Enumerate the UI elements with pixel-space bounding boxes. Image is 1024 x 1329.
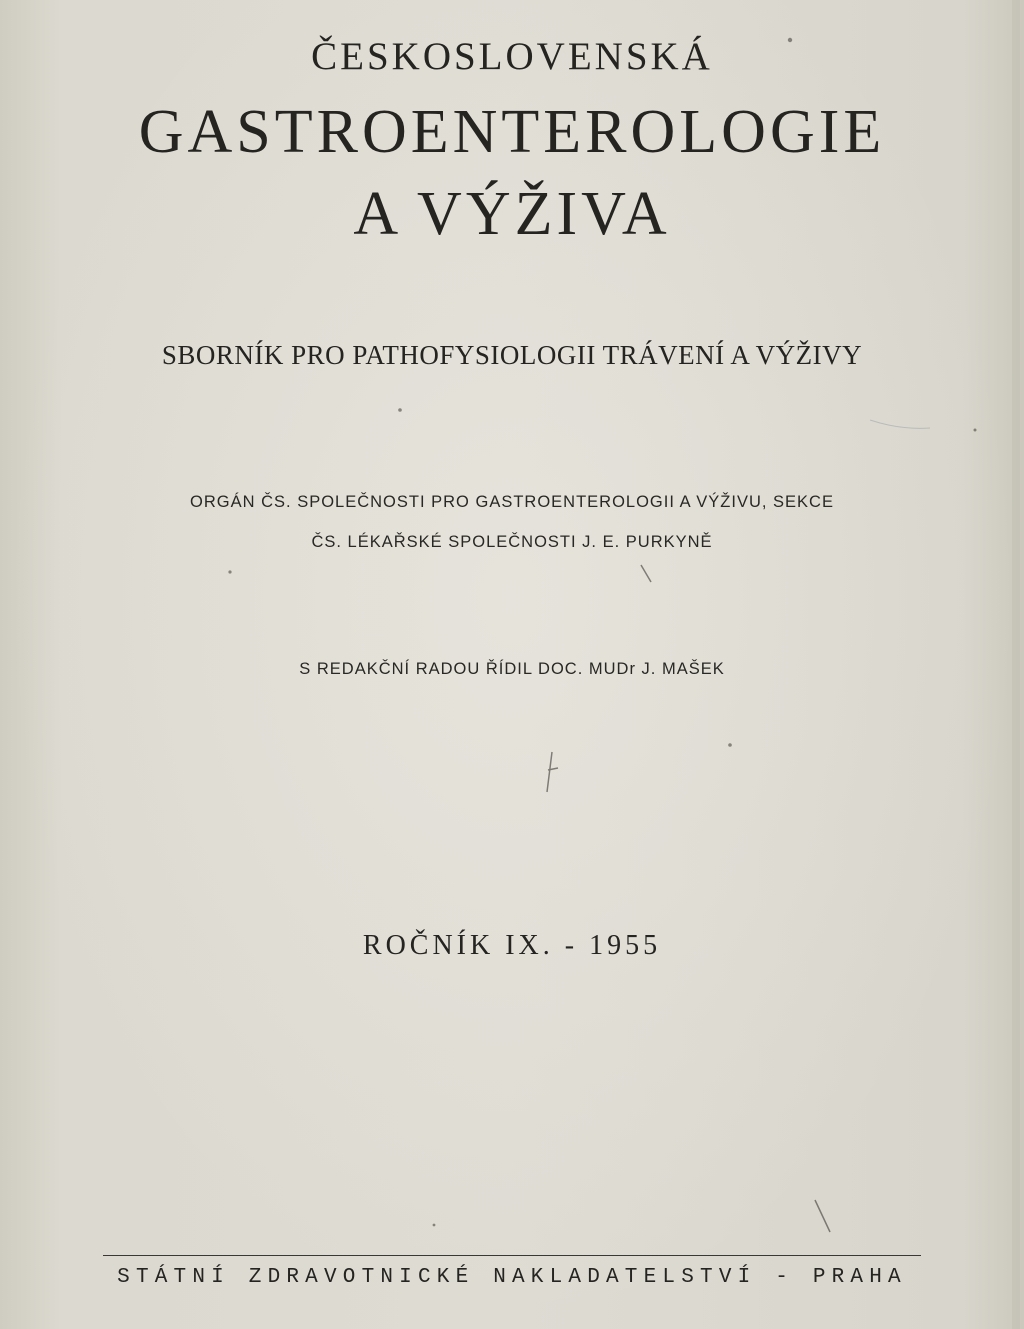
journal-title-line-1: GASTROENTEROLOGIE (138, 98, 886, 166)
organ-statement (0, 482, 1024, 562)
editor-statement: S REDAKČNÍ RADOU ŘÍDIL DOC. MUDr J. MAŠEK (299, 660, 725, 678)
organ-statement-line-1: ORGÁN ČS. SPOLEČNOSTI PRO GASTROENTEROLOGII A VÝŽIVU, SEKCE (190, 493, 834, 511)
volume-year: ROČNÍK IX. - 1955 (362, 930, 662, 961)
journal-subtitle: SBORNÍK PRO PATHOFYSIOLOGII TRÁVENÍ A VÝŽIVY (161, 340, 863, 370)
publisher-divider (103, 1255, 921, 1256)
publisher-imprint: STÁTNÍ ZDRAVOTNICKÉ NAKLADATELSTVÍ - PRAHA (117, 1266, 907, 1289)
organ-statement-line-2: ČS. LÉKAŘSKÉ SPOLEČNOSTI J. E. PURKYNĚ (311, 533, 713, 551)
journal-kicker: ČESKOSLOVENSKÁ (311, 35, 713, 78)
journal-title-line-2: A VÝŽIVA (353, 180, 671, 248)
